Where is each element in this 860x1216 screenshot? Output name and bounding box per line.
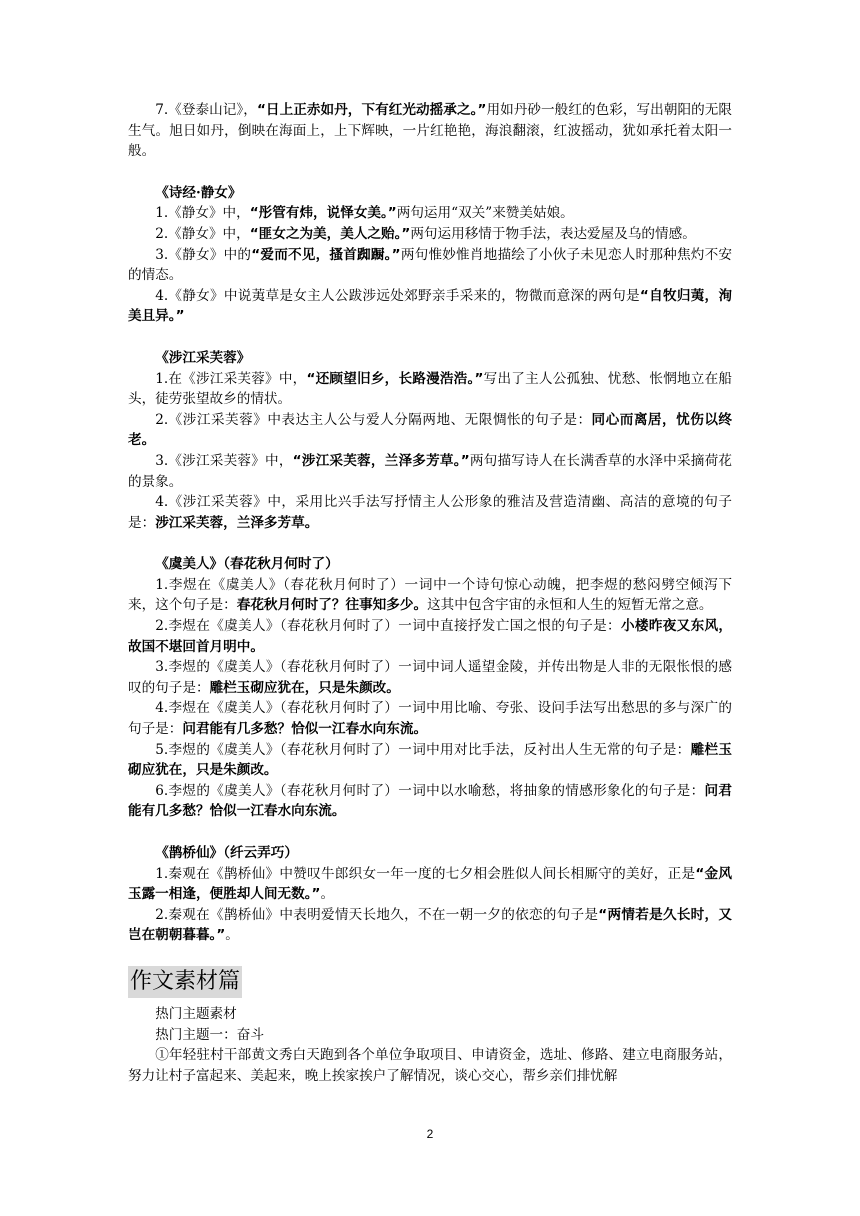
section-title-yumeiren: 《虞美人》（春花秋月何时了） — [155, 556, 339, 573]
taishan-item-7: 7.《登泰山记》，“日上正赤如丹，下有红光动摇承之。”用如丹砂一般红的色彩，写出朝阳的无限生气。旭日如丹，倒映在海面上，上下辉映，一片红艳艳，海浪翻滚，红波摇动，犹如承托着太阳一般。 — [128, 102, 733, 160]
yumeiren-item-4: 4.李煜在《虞美人》（春花秋月何时了）一词中用比喻、夸张、设问手法写出愁思的多与深广的句子是：问君能有几多愁？恰似一江春水向东流。 — [128, 700, 732, 738]
shejiang-item-4: 4.《涉江采芙蓉》中，采用比兴手法写抒情主人公形象的雅洁及营造清幽、高洁的意境的句子是：涉江采芙蓉，兰泽多芳草。 — [128, 494, 732, 531]
section-title-jingnv: 《诗经·静女》 — [155, 184, 242, 201]
yumeiren-item-3: 3.李煜的《虞美人》（春花秋月何时了）一词中词人遥望金陵，并传出物是人非的无限怅恨的感叹的句子是：雕栏玉砌应犹在，只是朱颜改。 — [128, 659, 732, 696]
yumeiren-item-1: 1.李煜在《虞美人》（春花秋月何时了）一词中一个诗句惊心动魄，把李煜的愁闷劈空倾泻下来，这个句子是：春花秋月何时了？往事知多少。这其中包含宇宙的永恒和人生的短暂无常之意。 — [128, 576, 732, 614]
section-title-queqiaoxian: 《鹊桥仙》（纤云弄巧） — [155, 845, 298, 861]
yumeiren-item-6: 6.李煜的《虞美人》（春花秋月何时了）一词中以水喻愁，将抽象的情感形象化的句子是：问君能有几多愁？恰似一江春水向东流。 — [128, 782, 732, 820]
shejiang-item-1: 1.在《涉江采芙蓉》中，“还顾望旧乡，长路漫浩浩。”写出了主人公孤独、忧愁、怅惘地立在船头，徒劳张望故乡的情状。 — [128, 370, 732, 408]
page-number: 2 — [426, 1127, 434, 1141]
page-content — [128, 100, 732, 1086]
essay-line-example-1: ①年轻驻村干部黄文秀白天跑到各个单位争取项目、申请资金，选址、修路、建立电商服务站，努力让村子富起来、美起来，晚上挨家挨户了解情况，谈心交心，帮乡亲们排忧解 — [128, 1047, 732, 1084]
queqiaoxian-item-2: 2.秦观在《鹊桥仙》中表明爱情天长地久，不在一朝一夕的依恋的句子是“两情若是久长时，又岂在朝朝暮暮。”。 — [128, 906, 733, 944]
essay-line-topic-one: 热门主题一：奋斗 — [155, 1026, 264, 1043]
essay-heading: 作文素材篇 — [128, 966, 242, 998]
queqiaoxian-item-1: 1.秦观在《鹊桥仙》中赞叹牛郎织女一年一度的七夕相会胜似人间长相厮守的美好，正是“金风玉露一相逢，便胜却人间无数。”。 — [128, 865, 733, 903]
jingnv-item-2: 2.《静女》中，“匪女之为美，美人之贻。”两句运用移情于物手法，表达爱屋及乌的情感。 — [155, 225, 696, 242]
shejiang-item-3: 3.《涉江采芙蓉》中，“涉江采芙蓉，兰泽多芳草。”两句描写诗人在长满香草的水泽中采摘荷花的景象。 — [128, 452, 732, 490]
shejiang-item-2: 2.《涉江采芙蓉》中表达主人公与爱人分隔两地、无限惆怅的句子是：同心而离居，忧伤以终老。 — [128, 411, 733, 449]
jingnv-item-4: 4.《静女》中说荑草是女主人公跋涉远处郊野亲手采来的，物微而意深的两句是“自牧归荑，洵美且异。” — [128, 287, 733, 325]
yumeiren-item-5: 5.李煜的《虞美人》（春花秋月何时了）一词中用对比手法，反衬出人生无常的句子是：雕栏玉砌应犹在，只是朱颜改。 — [128, 741, 733, 779]
essay-line-topic-materials: 热门主题素材 — [155, 1005, 237, 1022]
jingnv-item-3: 3.《静女》中的“爱而不见，搔首踟蹰。”两句惟妙惟肖地描绘了小伙子未见恋人时那种焦灼不安的情态。 — [128, 246, 733, 284]
section-title-shejiang: 《涉江采芙蓉》 — [155, 349, 251, 366]
jingnv-item-1: 1.《静女》中，“彤管有炜，说怿女美。”两句运用“双关”来赞美姑娘。 — [155, 205, 574, 222]
yumeiren-item-2: 2.李煜在《虞美人》（春花秋月何时了）一词中直接抒发亡国之恨的句子是：小楼昨夜又东风，故国不堪回首月明中。 — [128, 618, 733, 655]
